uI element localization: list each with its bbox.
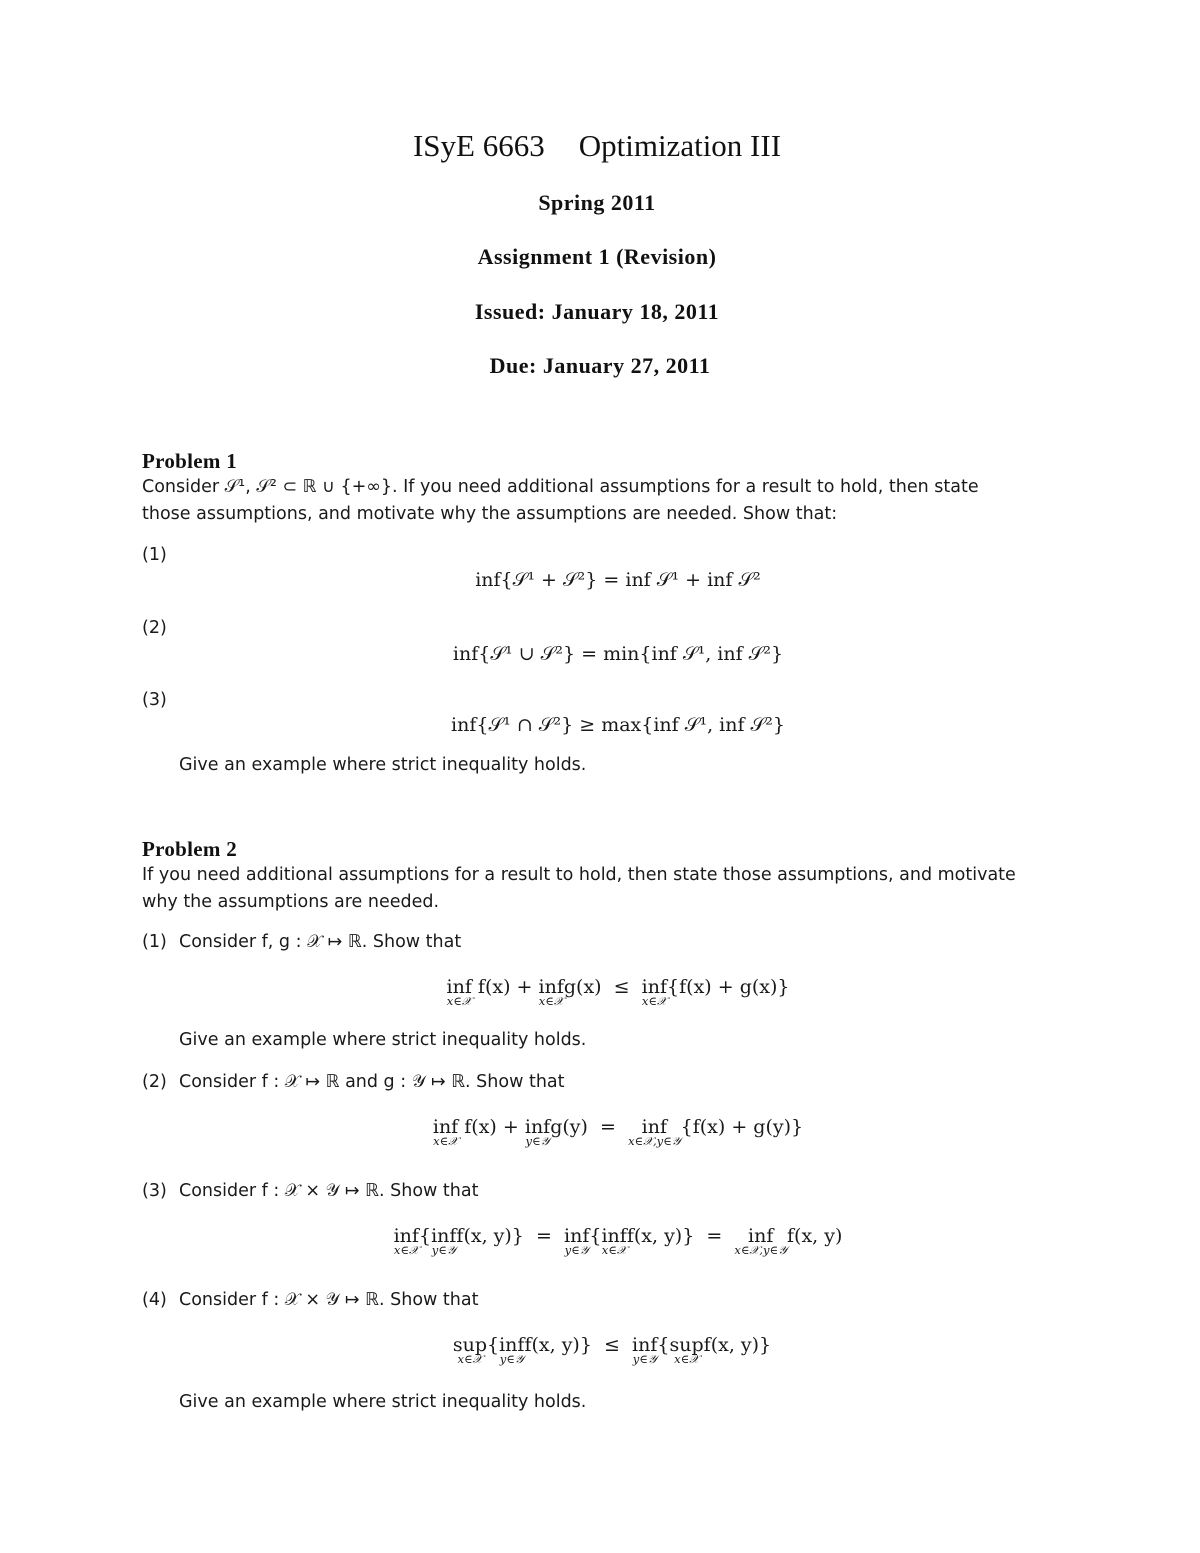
problem-1-heading: Problem 1 [142, 449, 238, 473]
problem-2-item-1-note: Give an example where strict inequality holds. [179, 1030, 587, 1050]
problem-1-intro-line-1: Consider 𝒮¹, 𝒮² ⊂ ℝ ∪ {+∞}. If you need additional assumptions for a result to hold, then state [142, 477, 979, 497]
problem-1-item-1-number: (1) [142, 545, 167, 565]
problem-2-item-2-text: Consider f : 𝒳 ↦ ℝ and g : 𝒴 ↦ ℝ. Show that [179, 1072, 565, 1092]
problem-1-item-3-number: (3) [142, 690, 167, 710]
problem-1-intro-line-2: those assumptions, and motivate why the assumptions are needed. Show that: [142, 504, 838, 524]
problem-1-equation-3: inf{𝒮¹ ∩ 𝒮²} ≥ max{inf 𝒮¹, inf 𝒮²} [451, 714, 785, 736]
problem-2-equation-1: inf x∈𝒳 f(x) + inf x∈𝒳 g(x) ≤ inf x∈𝒳 {f(x) + g(x)} [446, 976, 790, 1008]
term: Spring 2011 [538, 190, 656, 215]
problem-1-item-2-number: (2) [142, 618, 167, 638]
problem-2-item-2-number: (2) [142, 1072, 167, 1092]
problem-2-intro-line-1: If you need additional assumptions for a result to hold, then state those assumptions, and motivate [142, 865, 1016, 885]
problem-1-equation-1: inf{𝒮¹ + 𝒮²} = inf 𝒮¹ + inf 𝒮² [475, 569, 761, 591]
problem-2-item-1-number: (1) [142, 932, 167, 952]
problem-1-equation-2: inf{𝒮¹ ∪ 𝒮²} = min{inf 𝒮¹, inf 𝒮²} [452, 643, 784, 665]
problem-2-item-3-number: (3) [142, 1181, 167, 1201]
document-title [413, 128, 781, 164]
assignment-label: Assignment 1 (Revision) [477, 244, 717, 269]
problem-2-equation-2: inf x∈𝒳 f(x) + inf y∈𝒴 g(y) = inf x∈𝒳,y∈𝒴 {f(x) + g(y)} [432, 1116, 804, 1148]
problem-1-strict-note: Give an example where strict inequality holds. [179, 755, 587, 775]
problem-2-equation-4: sup x∈𝒳 {inf y∈𝒴 f(x, y)} ≤ inf y∈𝒴 {sup x∈𝒳 f(x, y)} [452, 1334, 772, 1366]
due-date: Due: January 27, 2011 [489, 353, 711, 378]
problem-2-item-1-text: Consider f, g : 𝒳 ↦ ℝ. Show that [179, 932, 462, 952]
problem-2-heading: Problem 2 [142, 837, 238, 861]
course-number: ISyE 6663 [412, 128, 545, 163]
issued-date: Issued: January 18, 2011 [474, 299, 720, 324]
course-title: Optimization III [578, 128, 782, 163]
problem-2-item-4-note: Give an example where strict inequality holds. [179, 1392, 587, 1412]
problem-2-item-4-text: Consider f : 𝒳 × 𝒴 ↦ ℝ. Show that [179, 1290, 479, 1310]
problem-2-item-4-number: (4) [142, 1290, 167, 1310]
problem-2-intro-line-2: why the assumptions are needed. [142, 892, 440, 912]
problem-2-item-3-text: Consider f : 𝒳 × 𝒴 ↦ ℝ. Show that [179, 1181, 479, 1201]
problem-2-equation-3: inf x∈𝒳 {inf y∈𝒴 f(x, y)} = inf y∈𝒴 {inf x∈𝒳 f(x, y)} = inf x∈𝒳,y∈𝒴 f(x, y) [393, 1225, 843, 1257]
